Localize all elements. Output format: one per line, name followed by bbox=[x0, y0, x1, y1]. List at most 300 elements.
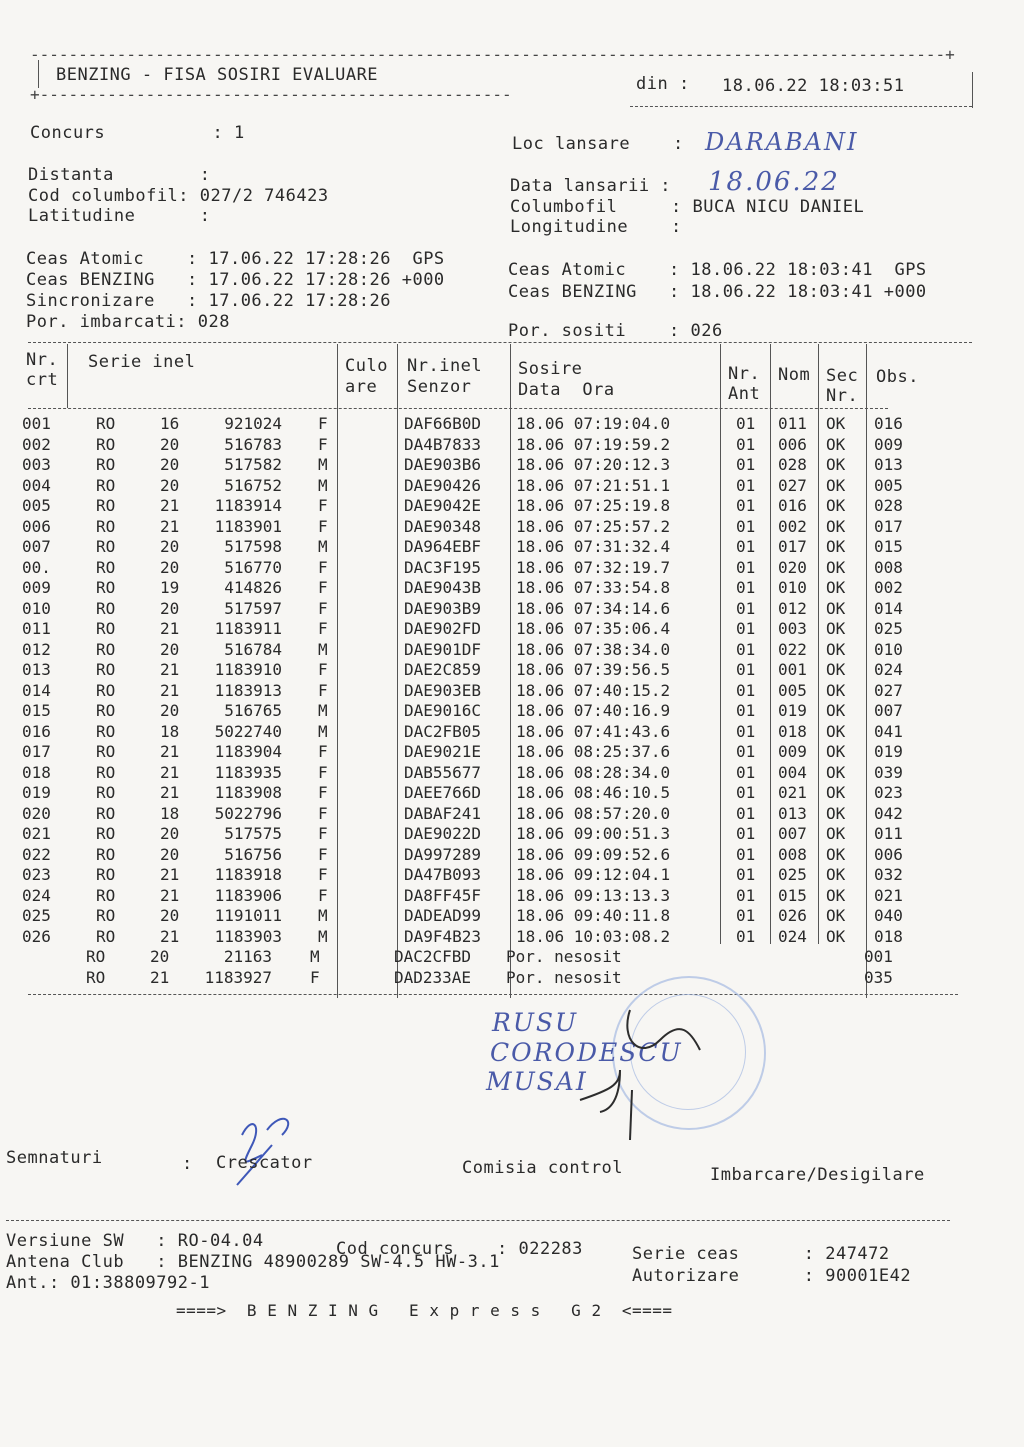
cell-sec: OK bbox=[826, 660, 846, 679]
cell-inel: 516752 bbox=[224, 475, 282, 495]
cell-sosire: 18.06 07:33:54.8 bbox=[516, 578, 671, 597]
cell-inel: 1183914 bbox=[214, 496, 282, 515]
cell-sec: OK bbox=[826, 865, 846, 884]
cell-obs: 006 bbox=[874, 844, 903, 864]
cell-sec: OK bbox=[826, 455, 846, 474]
cell-sex: F bbox=[318, 803, 328, 823]
cell-senzor: DAF66B0D bbox=[404, 414, 482, 433]
header-nr-ant-2: Ant bbox=[728, 384, 761, 404]
authorization: Autorizare : 90001E42 bbox=[632, 1266, 912, 1286]
cell-obs: 039 bbox=[874, 762, 903, 782]
cell-inel: 21163 bbox=[223, 947, 272, 966]
cell-sosire: 18.06 09:13:13.3 bbox=[516, 885, 671, 905]
cell-ant: 01 bbox=[736, 803, 756, 823]
clock-serial: Serie ceas : 247472 bbox=[632, 1244, 890, 1264]
cell-nr: 006 bbox=[22, 516, 51, 536]
footer-rule bbox=[6, 1220, 950, 1221]
cell-sosire: 18.06 07:35:06.4 bbox=[516, 619, 671, 638]
cell-sec: OK bbox=[826, 701, 846, 720]
cell-sex: M bbox=[318, 475, 328, 495]
cell-tara: RO bbox=[96, 516, 116, 536]
cell-sex: M bbox=[318, 639, 328, 659]
table-row bbox=[0, 947, 1024, 967]
header-culoare-1: Culo bbox=[345, 356, 388, 376]
cell-sosire: 18.06 07:34:14.6 bbox=[516, 598, 671, 618]
cell-ant: 01 bbox=[736, 680, 756, 700]
cell-an: 20 bbox=[160, 701, 180, 720]
cell-inel: 516770 bbox=[224, 557, 282, 577]
cell-nr: 025 bbox=[22, 906, 51, 925]
cell-an: 21 bbox=[160, 783, 180, 802]
cell-ant: 01 bbox=[736, 557, 756, 577]
cell-nr: 019 bbox=[22, 783, 51, 802]
cell-nr: 013 bbox=[22, 660, 51, 679]
cell-obs: 017 bbox=[874, 516, 903, 536]
cell-senzor: DA4B7833 bbox=[404, 434, 482, 454]
cell-tara: RO bbox=[96, 824, 116, 843]
ceas-benzing-right: Ceas BENZING : 18.06.22 18:03:41 +000 bbox=[508, 282, 927, 302]
cell-nr: 009 bbox=[22, 578, 51, 597]
cell-sosire: 18.06 07:19:59.2 bbox=[516, 434, 671, 454]
cell-inel: 1183904 bbox=[214, 742, 282, 761]
cell-tara: RO bbox=[96, 537, 116, 556]
cell-nom: 028 bbox=[778, 455, 807, 474]
cell-sex: M bbox=[318, 701, 328, 720]
cell-nr: 018 bbox=[22, 762, 51, 782]
cell-sosire: 18.06 07:20:12.3 bbox=[516, 455, 671, 474]
cell-nom: 020 bbox=[778, 557, 807, 577]
cell-sex: F bbox=[318, 742, 328, 761]
cell-sex: F bbox=[318, 844, 328, 864]
cell-an: 21 bbox=[160, 680, 180, 700]
cell-ant: 01 bbox=[736, 578, 756, 597]
cell-obs: 035 bbox=[864, 967, 893, 987]
header-sec-2: Nr. bbox=[826, 386, 859, 406]
cell-senzor: DA47B093 bbox=[404, 865, 482, 884]
cell-sex: M bbox=[318, 926, 328, 946]
cell-ant: 01 bbox=[736, 762, 756, 782]
cell-obs: 018 bbox=[874, 926, 903, 946]
cell-sex: F bbox=[318, 496, 328, 515]
control-committee-label: Comisia control bbox=[462, 1158, 624, 1178]
cell-senzor: DAE903EB bbox=[404, 680, 482, 700]
cell-an: 20 bbox=[150, 947, 170, 966]
cell-an: 20 bbox=[160, 906, 180, 925]
cell-sosire: Por. nesosit bbox=[506, 967, 622, 987]
table-row bbox=[0, 886, 1024, 906]
cell-nom: 011 bbox=[778, 414, 807, 433]
cell-nr: 014 bbox=[22, 680, 51, 700]
table-row bbox=[0, 660, 1024, 680]
cell-ant: 01 bbox=[736, 844, 756, 864]
cell-tara: RO bbox=[96, 701, 116, 720]
cell-nr: 010 bbox=[22, 598, 51, 618]
sincronizare-line: Sincronizare : 17.06.22 17:28:26 bbox=[26, 291, 391, 311]
cell-an: 21 bbox=[160, 660, 180, 679]
cell-tara: RO bbox=[96, 639, 116, 659]
antenna-id: Ant.: 01:38809792-1 bbox=[6, 1273, 210, 1293]
cell-inel: 1183913 bbox=[214, 680, 282, 700]
cell-sec: OK bbox=[826, 885, 846, 905]
cell-senzor: DAC2FB05 bbox=[404, 721, 482, 741]
cell-senzor: DAE903B6 bbox=[404, 455, 482, 474]
cell-tara: RO bbox=[96, 414, 116, 433]
report-date-value: 18.06.22 18:03:51 bbox=[722, 76, 905, 96]
cell-nr: 026 bbox=[22, 926, 51, 946]
header-nr-ant-1: Nr. bbox=[728, 364, 761, 384]
cell-an: 19 bbox=[160, 578, 180, 597]
table-row bbox=[0, 619, 1024, 639]
header-nom: Nom bbox=[778, 365, 811, 385]
table-bottom-rule bbox=[28, 994, 958, 995]
table-row bbox=[0, 742, 1024, 762]
signatures-colon: : bbox=[182, 1154, 193, 1174]
latitudine-line: Latitudine : bbox=[28, 206, 211, 226]
cell-an: 20 bbox=[160, 434, 180, 454]
cell-sosire: 18.06 07:39:56.5 bbox=[516, 660, 671, 679]
cell-tara: RO bbox=[96, 803, 116, 823]
cell-senzor: DAE2C859 bbox=[404, 660, 482, 679]
cell-ant: 01 bbox=[736, 455, 756, 474]
header-culoare-2: are bbox=[345, 377, 378, 397]
cell-obs: 009 bbox=[874, 434, 903, 454]
cell-sex: M bbox=[318, 455, 328, 474]
cell-senzor: DA997289 bbox=[404, 844, 482, 864]
cell-sec: OK bbox=[826, 537, 846, 556]
table-row bbox=[0, 968, 1024, 988]
header-sosire-2: Data Ora bbox=[518, 380, 615, 400]
cell-sec: OK bbox=[826, 578, 846, 597]
cell-senzor: DAE90348 bbox=[404, 516, 482, 536]
cell-obs: 008 bbox=[874, 557, 903, 577]
cell-obs: 042 bbox=[874, 803, 903, 823]
breeder-signature bbox=[222, 1105, 312, 1190]
cell-sosire: 18.06 07:31:32.4 bbox=[516, 537, 671, 556]
commission-signature bbox=[560, 1000, 720, 1150]
cell-senzor: DAE9022D bbox=[404, 824, 482, 843]
cell-sex: M bbox=[310, 947, 320, 966]
cell-obs: 040 bbox=[874, 906, 903, 925]
cell-obs: 027 bbox=[874, 680, 903, 700]
cell-inel: 5022740 bbox=[214, 721, 282, 741]
cell-sosire: 18.06 09:40:11.8 bbox=[516, 906, 671, 925]
cell-obs: 007 bbox=[874, 701, 903, 720]
cell-nom: 015 bbox=[778, 885, 807, 905]
cell-nr: 020 bbox=[22, 803, 51, 823]
cell-sosire: 18.06 07:25:57.2 bbox=[516, 516, 671, 536]
cell-nr: 002 bbox=[22, 434, 51, 454]
contest-code: Cod concurs : 022283 bbox=[336, 1239, 583, 1259]
header-right-border bbox=[972, 72, 973, 108]
table-row bbox=[0, 578, 1024, 598]
cell-senzor: DAE901DF bbox=[404, 639, 482, 659]
cell-sosire: 18.06 08:28:34.0 bbox=[516, 762, 671, 782]
ceas-atomic-left: Ceas Atomic : 17.06.22 17:28:26 GPS bbox=[26, 249, 445, 269]
commission-name-1: RUSU bbox=[492, 1008, 579, 1037]
cell-inel: 1183910 bbox=[214, 660, 282, 679]
cell-sosire: 18.06 08:25:37.6 bbox=[516, 742, 671, 761]
table-row bbox=[0, 906, 1024, 926]
cell-nom: 026 bbox=[778, 906, 807, 925]
cell-obs: 001 bbox=[864, 947, 893, 966]
cell-nom: 010 bbox=[778, 578, 807, 597]
cell-an: 20 bbox=[160, 557, 180, 577]
cell-sec: OK bbox=[826, 516, 846, 536]
cell-sosire: 18.06 07:41:43.6 bbox=[516, 721, 671, 741]
cell-sec: OK bbox=[826, 475, 846, 495]
cell-nom: 012 bbox=[778, 598, 807, 618]
cell-obs: 041 bbox=[874, 721, 903, 741]
cell-inel: 1183918 bbox=[214, 865, 282, 884]
cell-senzor: DAE903B9 bbox=[404, 598, 482, 618]
cell-nr: 015 bbox=[22, 701, 51, 720]
cell-tara: RO bbox=[96, 865, 116, 884]
cell-sex: F bbox=[318, 578, 328, 597]
cell-an: 21 bbox=[160, 516, 180, 536]
cell-sex: F bbox=[318, 762, 328, 782]
cell-ant: 01 bbox=[736, 885, 756, 905]
cell-nom: 005 bbox=[778, 680, 807, 700]
cell-sosire: Por. nesosit bbox=[506, 947, 622, 966]
cell-inel: 414826 bbox=[224, 578, 282, 597]
cell-sosire: 18.06 09:12:04.1 bbox=[516, 865, 671, 884]
cell-ant: 01 bbox=[736, 414, 756, 433]
cell-obs: 015 bbox=[874, 537, 903, 556]
table-row bbox=[0, 681, 1024, 701]
cell-sec: OK bbox=[826, 906, 846, 925]
cell-sec: OK bbox=[826, 557, 846, 577]
cell-nr: 021 bbox=[22, 824, 51, 843]
cell-ant: 01 bbox=[736, 619, 756, 638]
header-obs: Obs. bbox=[876, 367, 919, 387]
ceas-benzing-left: Ceas BENZING : 17.06.22 17:28:26 +000 bbox=[26, 270, 445, 290]
cell-sex: F bbox=[318, 414, 328, 433]
cell-sex: F bbox=[310, 967, 320, 987]
cell-obs: 028 bbox=[874, 496, 903, 515]
cell-senzor: DAEE766D bbox=[404, 783, 482, 802]
cell-tara: RO bbox=[96, 680, 116, 700]
cell-senzor: DAC2CFBD bbox=[394, 947, 472, 966]
cell-inel: 516765 bbox=[224, 701, 282, 720]
cell-sec: OK bbox=[826, 844, 846, 864]
cell-ant: 01 bbox=[736, 824, 756, 843]
cell-ant: 01 bbox=[736, 475, 756, 495]
cell-sex: M bbox=[318, 537, 328, 556]
cell-nom: 022 bbox=[778, 639, 807, 659]
cell-an: 21 bbox=[160, 496, 180, 515]
cell-obs: 014 bbox=[874, 598, 903, 618]
cell-sosire: 18.06 07:40:15.2 bbox=[516, 680, 671, 700]
cell-senzor: DA8FF45F bbox=[404, 885, 482, 905]
commission-name-2: CORODESCU bbox=[490, 1038, 683, 1067]
por-imbarcati-line: Por. imbarcati: 028 bbox=[26, 312, 230, 332]
cell-nom: 013 bbox=[778, 803, 807, 823]
table-top-rule bbox=[28, 342, 972, 343]
cell-nom: 025 bbox=[778, 865, 807, 884]
cell-nom: 019 bbox=[778, 701, 807, 720]
table-row bbox=[0, 701, 1024, 721]
cell-tara: RO bbox=[86, 947, 106, 966]
cell-nom: 006 bbox=[778, 434, 807, 454]
cell-senzor: DAD233AE bbox=[394, 967, 472, 987]
cell-tara: RO bbox=[96, 926, 116, 946]
cell-sec: OK bbox=[826, 926, 846, 946]
cell-sex: F bbox=[318, 885, 328, 905]
cell-inel: 516783 bbox=[224, 434, 282, 454]
cell-inel: 1183901 bbox=[214, 516, 282, 536]
cell-tara: RO bbox=[96, 783, 116, 802]
report-date-label: din : bbox=[636, 74, 690, 94]
concurs-line: Concurs : 1 bbox=[30, 123, 245, 143]
cell-senzor: DA964EBF bbox=[404, 537, 482, 556]
cell-nr: 004 bbox=[22, 475, 51, 495]
cell-inel: 517582 bbox=[224, 455, 282, 474]
cell-ant: 01 bbox=[736, 742, 756, 761]
cell-nom: 021 bbox=[778, 783, 807, 802]
cell-sec: OK bbox=[826, 619, 846, 638]
loc-lansare-handwritten: DARABANI bbox=[705, 128, 859, 156]
cell-nom: 007 bbox=[778, 824, 807, 843]
header-nr-inel-1: Nr.inel bbox=[407, 356, 483, 376]
cell-sex: F bbox=[318, 434, 328, 454]
cell-sex: F bbox=[318, 516, 328, 536]
cell-nom: 002 bbox=[778, 516, 807, 536]
data-lansarii-label: Data lansarii : bbox=[510, 176, 672, 196]
table-row bbox=[0, 722, 1024, 742]
cell-tara: RO bbox=[96, 762, 116, 782]
cell-obs: 021 bbox=[874, 885, 903, 905]
cell-senzor: DAB55677 bbox=[404, 762, 482, 782]
cod-columbofil-line: Cod columbofil: 027/2 746423 bbox=[28, 186, 329, 206]
cell-obs: 025 bbox=[874, 619, 903, 638]
cell-tara: RO bbox=[96, 455, 116, 474]
cell-nr: 003 bbox=[22, 455, 51, 474]
cell-tara: RO bbox=[96, 906, 116, 925]
cell-sex: F bbox=[318, 598, 328, 618]
cell-nom: 009 bbox=[778, 742, 807, 761]
cell-sec: OK bbox=[826, 639, 846, 659]
header-nr-crt-1: Nr. bbox=[26, 350, 59, 370]
cell-nr: 017 bbox=[22, 742, 51, 761]
cell-tara: RO bbox=[96, 598, 116, 618]
cell-sex: F bbox=[318, 783, 328, 802]
cell-sec: OK bbox=[826, 742, 846, 761]
ceas-atomic-right: Ceas Atomic : 18.06.22 18:03:41 GPS bbox=[508, 260, 927, 280]
longitudine-line: Longitudine : bbox=[510, 217, 682, 237]
commission-name-3: MUSAI bbox=[486, 1067, 588, 1096]
cell-obs: 019 bbox=[874, 742, 903, 761]
table-row bbox=[0, 845, 1024, 865]
cell-inel: 1183906 bbox=[214, 885, 282, 905]
table-row bbox=[0, 865, 1024, 885]
cell-sex: F bbox=[318, 865, 328, 884]
cell-obs: 013 bbox=[874, 455, 903, 474]
cell-nr: 012 bbox=[22, 639, 51, 659]
cell-tara: RO bbox=[96, 496, 116, 515]
cell-tara: RO bbox=[96, 619, 116, 638]
distanta-line: Distanta : bbox=[28, 165, 211, 185]
cell-ant: 01 bbox=[736, 721, 756, 741]
cell-nom: 004 bbox=[778, 762, 807, 782]
cell-tara: RO bbox=[96, 721, 116, 741]
cell-sex: M bbox=[318, 906, 328, 925]
header-nr-crt-2: crt bbox=[26, 370, 59, 390]
cell-inel: 1183911 bbox=[214, 619, 282, 638]
cell-sosire: 18.06 09:09:52.6 bbox=[516, 844, 671, 864]
report-title: BENZING - FISA SOSIRI EVALUARE bbox=[56, 65, 379, 85]
cell-an: 21 bbox=[160, 926, 180, 946]
cell-senzor: DAE9016C bbox=[404, 701, 482, 720]
cell-tara: RO bbox=[96, 475, 116, 495]
cell-inel: 1183927 bbox=[204, 967, 272, 987]
cell-an: 16 bbox=[160, 414, 180, 433]
cell-an: 20 bbox=[160, 639, 180, 659]
cell-inel: 517575 bbox=[224, 824, 282, 843]
table-row bbox=[0, 455, 1024, 475]
cell-inel: 1183935 bbox=[214, 762, 282, 782]
header-serie-inel: Serie inel bbox=[88, 352, 196, 372]
table-row bbox=[0, 599, 1024, 619]
table-row bbox=[0, 496, 1024, 516]
boarding-label: Imbarcare/Desigilare bbox=[710, 1165, 925, 1185]
cell-nr: 023 bbox=[22, 865, 51, 884]
club-antenna: Antena Club : BENZING 48900289 SW-4.5 HW-3.1 bbox=[6, 1252, 500, 1272]
cell-nr: 022 bbox=[22, 844, 51, 864]
cell-inel: 1191011 bbox=[214, 906, 282, 925]
cell-ant: 01 bbox=[736, 783, 756, 802]
cell-sex: F bbox=[318, 680, 328, 700]
cell-sosire: 18.06 08:57:20.0 bbox=[516, 803, 671, 823]
por-sositi-line: Por. sositi : 026 bbox=[508, 321, 723, 341]
cell-inel: 5022796 bbox=[214, 803, 282, 823]
cell-nom: 008 bbox=[778, 844, 807, 864]
header-sec-1: Sec bbox=[826, 366, 859, 386]
cell-senzor: DAE9043B bbox=[404, 578, 482, 597]
cell-sec: OK bbox=[826, 434, 846, 454]
header-nr-inel-2: Senzor bbox=[407, 377, 472, 397]
table-row bbox=[0, 435, 1024, 455]
cell-obs: 016 bbox=[874, 414, 903, 433]
cell-nom: 024 bbox=[778, 926, 807, 946]
cell-sosire: 18.06 08:46:10.5 bbox=[516, 783, 671, 802]
loc-lansare-label: Loc lansare : bbox=[512, 134, 684, 154]
cell-tara: RO bbox=[96, 844, 116, 864]
table-row bbox=[0, 414, 1024, 434]
table-row bbox=[0, 804, 1024, 824]
cell-an: 20 bbox=[160, 475, 180, 495]
cell-an: 21 bbox=[160, 762, 180, 782]
cell-inel: 516784 bbox=[224, 639, 282, 659]
cell-ant: 01 bbox=[736, 865, 756, 884]
cell-sec: OK bbox=[826, 680, 846, 700]
cell-an: 21 bbox=[160, 742, 180, 761]
table-row bbox=[0, 927, 1024, 947]
cell-an: 20 bbox=[160, 844, 180, 864]
cell-ant: 01 bbox=[736, 496, 756, 515]
cell-sosire: 18.06 07:21:51.1 bbox=[516, 475, 671, 495]
cell-obs: 010 bbox=[874, 639, 903, 659]
cell-ant: 01 bbox=[736, 701, 756, 720]
table-row bbox=[0, 763, 1024, 783]
cell-obs: 032 bbox=[874, 865, 903, 884]
cell-an: 20 bbox=[160, 824, 180, 843]
cell-sosire: 18.06 07:25:19.8 bbox=[516, 496, 671, 515]
cell-sosire: 18.06 07:19:04.0 bbox=[516, 414, 671, 433]
table-header-rule bbox=[28, 408, 888, 409]
cell-ant: 01 bbox=[736, 434, 756, 454]
cell-senzor: DAE902FD bbox=[404, 619, 482, 638]
cell-obs: 011 bbox=[874, 824, 903, 843]
